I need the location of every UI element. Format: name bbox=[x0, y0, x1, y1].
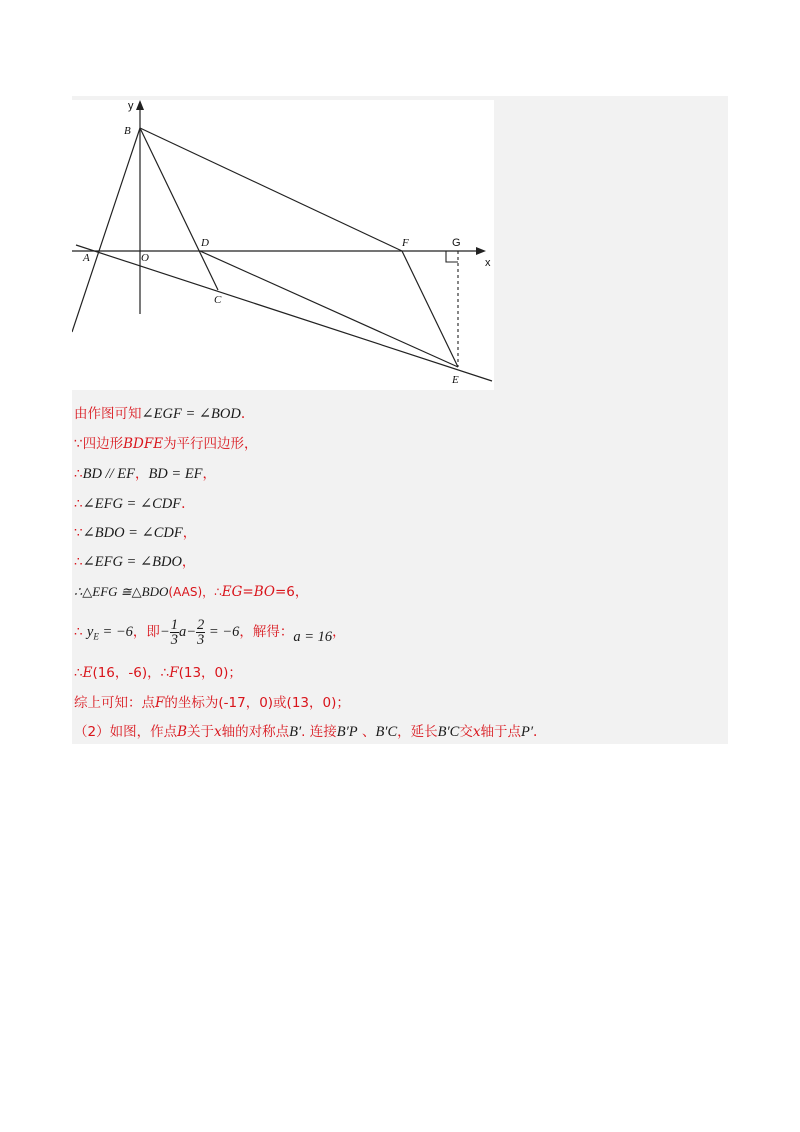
math-expression: P′ bbox=[520, 724, 534, 740]
punctuation: ， bbox=[332, 624, 346, 640]
math-subscript: E bbox=[93, 631, 99, 642]
therefore-symbol: ∴ bbox=[74, 466, 83, 482]
variable: F bbox=[169, 665, 179, 681]
math-expression: BD = EF bbox=[148, 466, 203, 482]
segment-d-e bbox=[200, 251, 458, 367]
punctuation: ， bbox=[134, 466, 149, 482]
math-expression: B′C bbox=[437, 724, 460, 740]
label-x: x bbox=[485, 257, 491, 269]
solution-line-2 bbox=[74, 435, 258, 453]
variable: x bbox=[214, 724, 222, 740]
math-expression: B′C bbox=[375, 724, 398, 740]
label-f: F bbox=[402, 237, 409, 249]
text: （2）如图，作点 bbox=[74, 724, 178, 740]
text: 、 bbox=[357, 724, 376, 740]
math-expression: ∴△EFG ≅△BDO bbox=[74, 584, 169, 599]
math-expression: ∠EGF = ∠BOD bbox=[141, 406, 241, 422]
text: ∵四边形 bbox=[74, 436, 124, 452]
solution-line-6 bbox=[74, 553, 195, 571]
solution-line-5 bbox=[74, 524, 196, 542]
therefore-symbol: ∴ bbox=[74, 554, 83, 570]
text: (16，-6)，∴ bbox=[92, 665, 170, 681]
solution-line-10 bbox=[74, 694, 350, 712]
segment-b-f bbox=[140, 128, 402, 251]
math-expression: = −6 bbox=[98, 624, 133, 640]
text: ，即 bbox=[132, 624, 160, 640]
math-expression: BD // EF bbox=[82, 466, 135, 482]
punctuation: ， bbox=[181, 554, 196, 570]
figure-svg bbox=[72, 100, 494, 390]
line-a-e bbox=[76, 245, 492, 381]
punctuation: . bbox=[240, 406, 246, 422]
label-g: G bbox=[452, 237, 461, 249]
segment-f-e bbox=[402, 251, 458, 367]
text: =6， bbox=[274, 584, 309, 600]
math-expression: ∠BDO = ∠CDF bbox=[82, 525, 183, 541]
solution-line-4 bbox=[74, 495, 185, 513]
variable: E bbox=[82, 665, 93, 681]
punctuation: . bbox=[533, 724, 538, 740]
variable: x bbox=[472, 724, 481, 740]
label-e: E bbox=[452, 374, 459, 386]
text: 交 bbox=[459, 724, 473, 740]
text: 轴于点 bbox=[480, 724, 521, 740]
therefore-symbol: ∴ bbox=[74, 496, 83, 512]
text: 综上可知：点 bbox=[74, 695, 155, 711]
label-b: B bbox=[124, 125, 131, 137]
because-symbol: ∵ bbox=[74, 525, 83, 541]
punctuation: . bbox=[181, 496, 186, 512]
text: (13，0)； bbox=[178, 665, 242, 681]
text: 的坐标为(-17，0)或(13，0)； bbox=[164, 695, 350, 711]
therefore-symbol: ∴ bbox=[74, 665, 83, 681]
text: ，延长 bbox=[397, 724, 438, 740]
math-expression: ∠EFG = ∠BDO bbox=[82, 554, 182, 570]
geometry-figure bbox=[72, 100, 494, 390]
variable: F bbox=[155, 695, 165, 711]
variable: B bbox=[177, 724, 188, 740]
math-expression: = −6 bbox=[205, 624, 240, 640]
numerator: 1 bbox=[170, 617, 178, 633]
segment-b-c bbox=[140, 128, 218, 290]
variable: EG=BO bbox=[221, 584, 275, 600]
punctuation: ， bbox=[182, 525, 197, 541]
math-expression: ∠EFG = ∠CDF bbox=[82, 496, 182, 512]
y-axis-arrow bbox=[136, 100, 144, 110]
text: (AAS)，∴ bbox=[168, 585, 222, 599]
solution-line-9 bbox=[74, 664, 242, 682]
text: 由作图可知 bbox=[74, 406, 142, 422]
math-variable: y bbox=[86, 624, 94, 640]
label-d: D bbox=[201, 237, 209, 249]
label-c: C bbox=[214, 294, 222, 306]
punctuation: ， bbox=[202, 466, 217, 482]
label-o: O bbox=[141, 252, 149, 264]
denominator: 3 bbox=[170, 632, 178, 648]
solution-line-3 bbox=[74, 465, 216, 483]
solution-line-7 bbox=[74, 583, 308, 601]
variable: BDFE bbox=[123, 436, 164, 452]
text: ，解得： bbox=[239, 624, 294, 640]
text: . 连接 bbox=[301, 724, 337, 740]
content-panel bbox=[72, 96, 728, 744]
line-through-b-a bbox=[72, 128, 140, 332]
right-angle-mark bbox=[446, 251, 458, 262]
x-axis-arrow bbox=[476, 247, 486, 255]
text: 关于 bbox=[187, 724, 215, 740]
math-expression: B′ bbox=[289, 724, 302, 740]
math-expression: B′P bbox=[336, 724, 358, 740]
text: 为平行四边形， bbox=[163, 436, 258, 452]
denominator: 3 bbox=[197, 632, 205, 648]
therefore-symbol: ∴ bbox=[74, 624, 83, 640]
math-variable: a bbox=[178, 624, 187, 640]
fraction bbox=[170, 618, 179, 647]
text: 轴的对称点 bbox=[221, 724, 290, 740]
fraction bbox=[196, 618, 205, 647]
numerator: 2 bbox=[197, 617, 205, 633]
label-y: y bbox=[128, 100, 134, 112]
solution-line-11 bbox=[74, 723, 537, 741]
math-expression: a = 16 bbox=[293, 629, 333, 645]
label-a: A bbox=[83, 252, 90, 264]
solution-line-1 bbox=[74, 405, 245, 423]
solution-line-8: ∴ $y_E = -6$，即− $\frac{1}{3}$ a− $\frac{2}{3}$ = −6，解得：a = 16， bbox=[74, 617, 346, 648]
